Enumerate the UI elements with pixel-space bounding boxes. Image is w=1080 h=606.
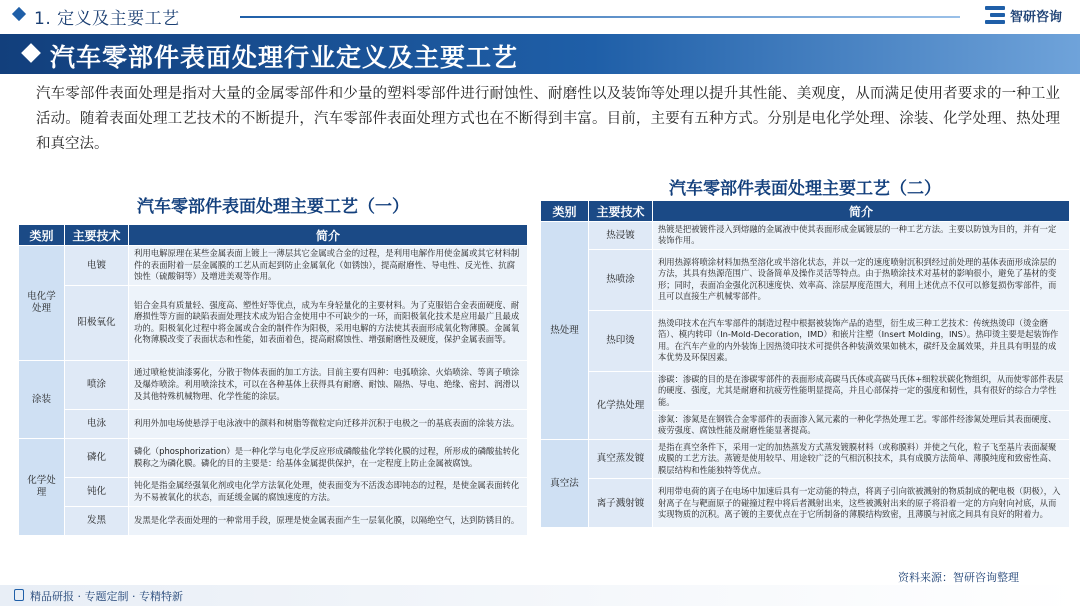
category-cell: 化学处理 xyxy=(19,438,65,535)
brand-name: 智研咨询 xyxy=(1010,9,1063,25)
description-cell: 铝合金具有质量轻、强度高、塑性好等优点，成为车身轻量化的主要材料。为了克服铝合金表面硬度、耐磨损性等方面的缺陷表面处理技术成为铝合金使用中不可缺少的一环，而阳极氧化技术是应用最广且最成功的。阳极氧化过程中将金属或合金的制件作为阳极，采用电解的方法使其表面形成氧化物薄膜。金属氧化物薄膜改变了表面状态和性能，如表面着色，提高耐腐蚀性、增强耐磨性及硬度，保护金属表面等。 xyxy=(129,285,528,360)
description-cell: 利用带电荷的离子在电场中加速后具有一定动能的特点，将离子引向欲被溅射的物质制成的靶电极（阴极），入射离子在与靶面原子的碰撞过程中将后者溅射出来，这些被溅射出来的原子将沿着一定的方向射向衬底，从而实现物质的沉积。离子镀的主要优点在于它所制备的薄膜结构致密，且薄膜与衬底之间具有良好的附着力。 xyxy=(653,479,1070,528)
table-row xyxy=(19,246,528,286)
description-cell: 利用电解原理在某些金属表面上镀上一薄层其它金属或合金的过程，是利用电解作用使金属或其它材料制件的表面附着一层金属膜的工艺从而起到防止金属氧化（如锈蚀），提高耐磨性、导电性、反光性、抗腐蚀性（硫酸铜等）及增进美观等作用。 xyxy=(129,246,528,286)
table-row xyxy=(19,409,528,438)
technique-cell: 喷涂 xyxy=(65,360,129,409)
table-row xyxy=(541,249,1070,310)
process-table-2 xyxy=(540,200,1070,528)
brand-logo xyxy=(985,5,1062,25)
technique-cell: 热喷涂 xyxy=(589,249,653,310)
table-row xyxy=(541,479,1070,528)
table-row xyxy=(19,477,528,506)
description-cell: 通过喷枪使油漆雾化，分散于物体表面的加工方法。目前主要有四种：电弧喷涂、火焰喷涂、等离子喷涂及爆炸喷涂。利用喷涂技术，可以在各种基体上获得具有耐磨、耐蚀、隔热、导电、绝缘、密封、润滑以及其他特殊机械物理、化学性能的涂层。 xyxy=(129,360,528,409)
category-cell: 热处理 xyxy=(541,222,589,440)
table2-title: 汽车零部件表面处理主要工艺（二） xyxy=(669,179,941,199)
table-row xyxy=(541,222,1070,250)
section-title: 1. 定义及主要工艺 xyxy=(34,9,180,29)
source-note: 资料来源：智研咨询整理 xyxy=(898,571,1019,584)
description-cell: 磷化（phosphorization）是一种化学与电化学反应形成磷酸盐化学转化膜的过程，所形成的磷酸盐转化膜称之为磷化膜。磷化的目的主要是：给基体金属提供保护，在一定程度上防止金属被腐蚀。 xyxy=(129,438,528,477)
section-marker-icon xyxy=(12,7,26,21)
table-row xyxy=(19,438,528,477)
technique-cell: 阳极氧化 xyxy=(65,285,129,360)
process-table-1 xyxy=(18,224,528,536)
col-header-intro: 简介 xyxy=(653,201,1070,222)
table-row xyxy=(541,371,1070,410)
technique-cell: 电镀 xyxy=(65,246,129,286)
technique-cell: 离子溅射镀 xyxy=(589,479,653,528)
table-header-row xyxy=(19,225,528,246)
technique-cell: 钝化 xyxy=(65,477,129,506)
technique-cell: 磷化 xyxy=(65,438,129,477)
col-header-intro: 简介 xyxy=(129,225,528,246)
report-icon xyxy=(14,589,24,601)
technique-cell: 真空蒸发镀 xyxy=(589,440,653,479)
technique-cell: 热浸镀 xyxy=(589,222,653,250)
description-cell: 渗碳：渗碳的目的是在渗碳零部件的表面形成高碳马氏体或高碳马氏体+细粒状碳化物组织，从而使零部件表层的硬度、强度，尤其是耐磨和抗疲劳性能明显提高，并且心部保持一定的强度和韧性，具有很好的综合力学性能。 xyxy=(653,371,1070,410)
page-title: 汽车零部件表面处理行业定义及主要工艺 xyxy=(50,43,519,72)
brand-logo-icon xyxy=(985,6,1005,24)
diamond-icon xyxy=(21,43,41,63)
description-cell: 热烫印技术在汽车零部件的制造过程中根据被装饰产品的造型，衍生成三种工艺技术：传统热烫印（烫金磨箔）、模内转印（In-Mold-Decoration，IMD）和嵌片注塑（Insert Molding，INS）。热印烫主要是起装饰作用。在汽车产业的内外装饰上因热烫印技术可提供各种装潢效果如桃木，碳纤及金属效果，并且具有明显的成本优势及环保因素。 xyxy=(653,310,1070,371)
category-cell: 电化学处理 xyxy=(19,246,65,361)
description-cell: 热镀是把被镀件浸入到熔融的金属液中使其表面形成金属镀层的一种工艺方法。主要以防蚀为目的，并有一定装饰作用。 xyxy=(653,222,1070,250)
description-cell: 发黑是化学表面处理的一种常用手段，原理是使金属表面产生一层氧化膜，以隔绝空气，达到防锈目的。 xyxy=(129,506,528,535)
table-row xyxy=(541,440,1070,479)
category-cell: 真空法 xyxy=(541,440,589,528)
col-header-technique: 主要技术 xyxy=(589,201,653,222)
intro-paragraph: 汽车零部件表面处理是指对大量的金属零部件和少量的塑料零部件进行耐蚀性、耐磨性以及装饰等处理以提升其性能、美观度，从而满足使用者要求的一种工业活动。随着表面处理工艺技术的不断提升，汽车零部件表面处理方式也在不断得到丰富。目前，主要有五种方式。分别是电化学处理、涂装、化学处理、热处理和真空法。 xyxy=(36,86,1060,152)
section-header xyxy=(0,0,1080,32)
title-banner xyxy=(0,34,1080,74)
description-cell: 渗氮：渗氮是在钢铁合金零部件的表面渗入氮元素的一种化学热处理工艺。零部件经渗氮处理后其表面硬度、疲劳强度、腐蚀性能及耐磨性能显著提高。 xyxy=(653,411,1070,440)
section-divider xyxy=(240,16,960,18)
description-cell: 钝化是指金属经强氧化剂或电化学方法氧化处理，使表面变为不活泼态即钝态的过程，是使金属表面转化为不易被氧化的状态，而延缓金属的腐蚀速度的方法。 xyxy=(129,477,528,506)
category-cell: 涂装 xyxy=(19,360,65,438)
technique-cell: 电泳 xyxy=(65,409,129,438)
col-header-technique: 主要技术 xyxy=(65,225,129,246)
table-row xyxy=(19,285,528,360)
technique-cell: 热印烫 xyxy=(589,310,653,371)
description-cell: 利用热源将喷涂材料加热至溶化或半溶化状态，并以一定的速度喷射沉积到经过前处理的基体表面形成涂层的方法，其具有热源范围广、设备简单及操作灵活等特点。由于热喷涂技术对基材的影响很小，避免了基材的变形；同时，表面冶金强化沉积速度快、效率高、涂层厚度范围大，利用上述优点不仅可以修复损伤零部件，而且可以直接生产机械零部件。 xyxy=(653,249,1070,310)
table1-title: 汽车零部件表面处理主要工艺（一） xyxy=(137,197,409,217)
table-row xyxy=(19,360,528,409)
footer-slogan: 精品研报 · 专题定制 · 专精特新 xyxy=(30,590,183,603)
description-cell: 利用外加电场使悬浮于电泳液中的颜料和树脂等微粒定向迁移并沉积于电极之一的基底表面的涂装方法。 xyxy=(129,409,528,438)
table-header-row xyxy=(541,201,1070,222)
table-row xyxy=(19,506,528,535)
description-cell: 是指在真空条件下，采用一定的加热蒸发方式蒸发镀膜材料（或称膜料）并使之气化，粒子飞至基片表面凝聚成膜的工艺方法。蒸镀是使用较早、用途较广泛的气相沉积技术，具有成膜方法简单、薄膜纯度和致密性高、膜层结构和性能独特等优点。 xyxy=(653,440,1070,479)
table-row xyxy=(541,310,1070,371)
col-header-category: 类别 xyxy=(541,201,589,222)
col-header-category: 类别 xyxy=(19,225,65,246)
technique-cell: 化学热处理 xyxy=(589,371,653,439)
technique-cell: 发黑 xyxy=(65,506,129,535)
footer-bar xyxy=(0,585,1080,606)
